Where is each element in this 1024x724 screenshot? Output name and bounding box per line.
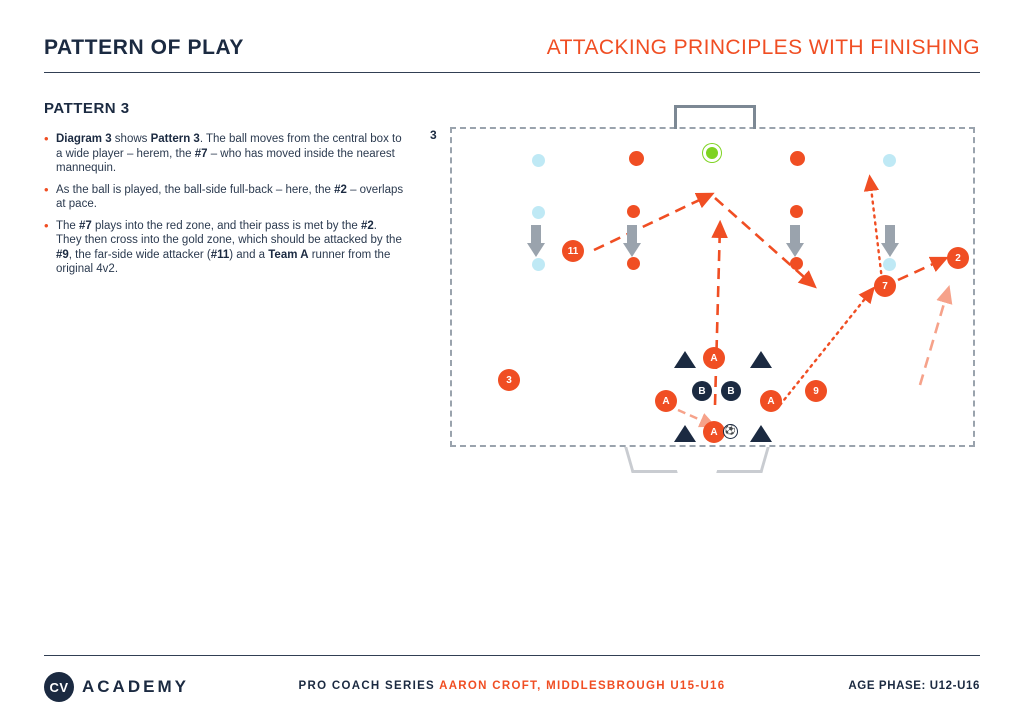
opponent-marker [532, 258, 545, 271]
pattern-heading: PATTERN 3 [44, 100, 130, 117]
defender-triangle [674, 425, 696, 442]
cone-marker [790, 151, 805, 166]
defender-triangle [674, 351, 696, 368]
mannequin [623, 225, 641, 259]
opponent-marker [883, 154, 896, 167]
player-2[interactable]: 2 [947, 247, 969, 269]
logo [44, 672, 189, 702]
header-subtitle: ATTACKING PRINCIPLES WITH FINISHING [546, 36, 980, 59]
player-11[interactable]: 11 [562, 240, 584, 262]
bullet-list [44, 132, 404, 284]
player-7[interactable]: 7 [874, 275, 896, 297]
cone-marker [790, 205, 803, 218]
mannequin [881, 225, 899, 259]
page-title: PATTERN OF PLAY [44, 36, 244, 59]
team-a-right[interactable]: A [760, 390, 782, 412]
defender-triangle [750, 425, 772, 442]
list-item: • The #7 plays into the red zone, and their pass is met by the #2. They then cross into the gold zone, which should be attacked by the #9, the far-side wide attacker (#11) and a Team A runner from the original 4v2. [44, 219, 404, 277]
mannequin [786, 225, 804, 259]
mannequin [527, 225, 545, 259]
ball-icon: ⚽ [723, 424, 738, 439]
cone-marker [629, 151, 644, 166]
footer-credit [299, 680, 726, 692]
header-divider [44, 72, 980, 73]
team-b-right[interactable]: B [721, 381, 741, 401]
tactical-diagram [420, 95, 990, 495]
defender-triangle [750, 351, 772, 368]
logo-text: ACADEMY [82, 677, 189, 696]
footer-coach-label: AARON CROFT, MIDDLESBROUGH U15-U16 [439, 680, 726, 692]
list-item: • As the ball is played, the ball-side full-back – here, the #2 – overlaps at pace. [44, 183, 404, 212]
age-phase-label: AGE PHASE: U12-U16 [848, 680, 980, 692]
footer-series-label: PRO COACH SERIES [298, 680, 440, 692]
opponent-marker [532, 154, 545, 167]
logo-mark: CV [44, 672, 74, 702]
footer [44, 668, 980, 708]
list-item: • Diagram 3 shows Pattern 3. The ball moves from the central box to a wide player – herem, the #7 – who has moved inside the nearest mannequin. [44, 132, 404, 176]
team-a-top[interactable]: A [703, 347, 725, 369]
team-b-left[interactable]: B [692, 381, 712, 401]
opponent-marker [532, 206, 545, 219]
keeper-marker [703, 144, 721, 162]
opponent-marker [883, 258, 896, 271]
team-a-bottom[interactable]: A [703, 421, 725, 443]
header [44, 32, 980, 72]
footer-divider [44, 655, 980, 656]
player-3[interactable]: 3 [498, 369, 520, 391]
diagram-number: 3 [430, 128, 437, 142]
cone-marker [627, 205, 640, 218]
player-9[interactable]: 9 [805, 380, 827, 402]
team-a-left[interactable]: A [655, 390, 677, 412]
